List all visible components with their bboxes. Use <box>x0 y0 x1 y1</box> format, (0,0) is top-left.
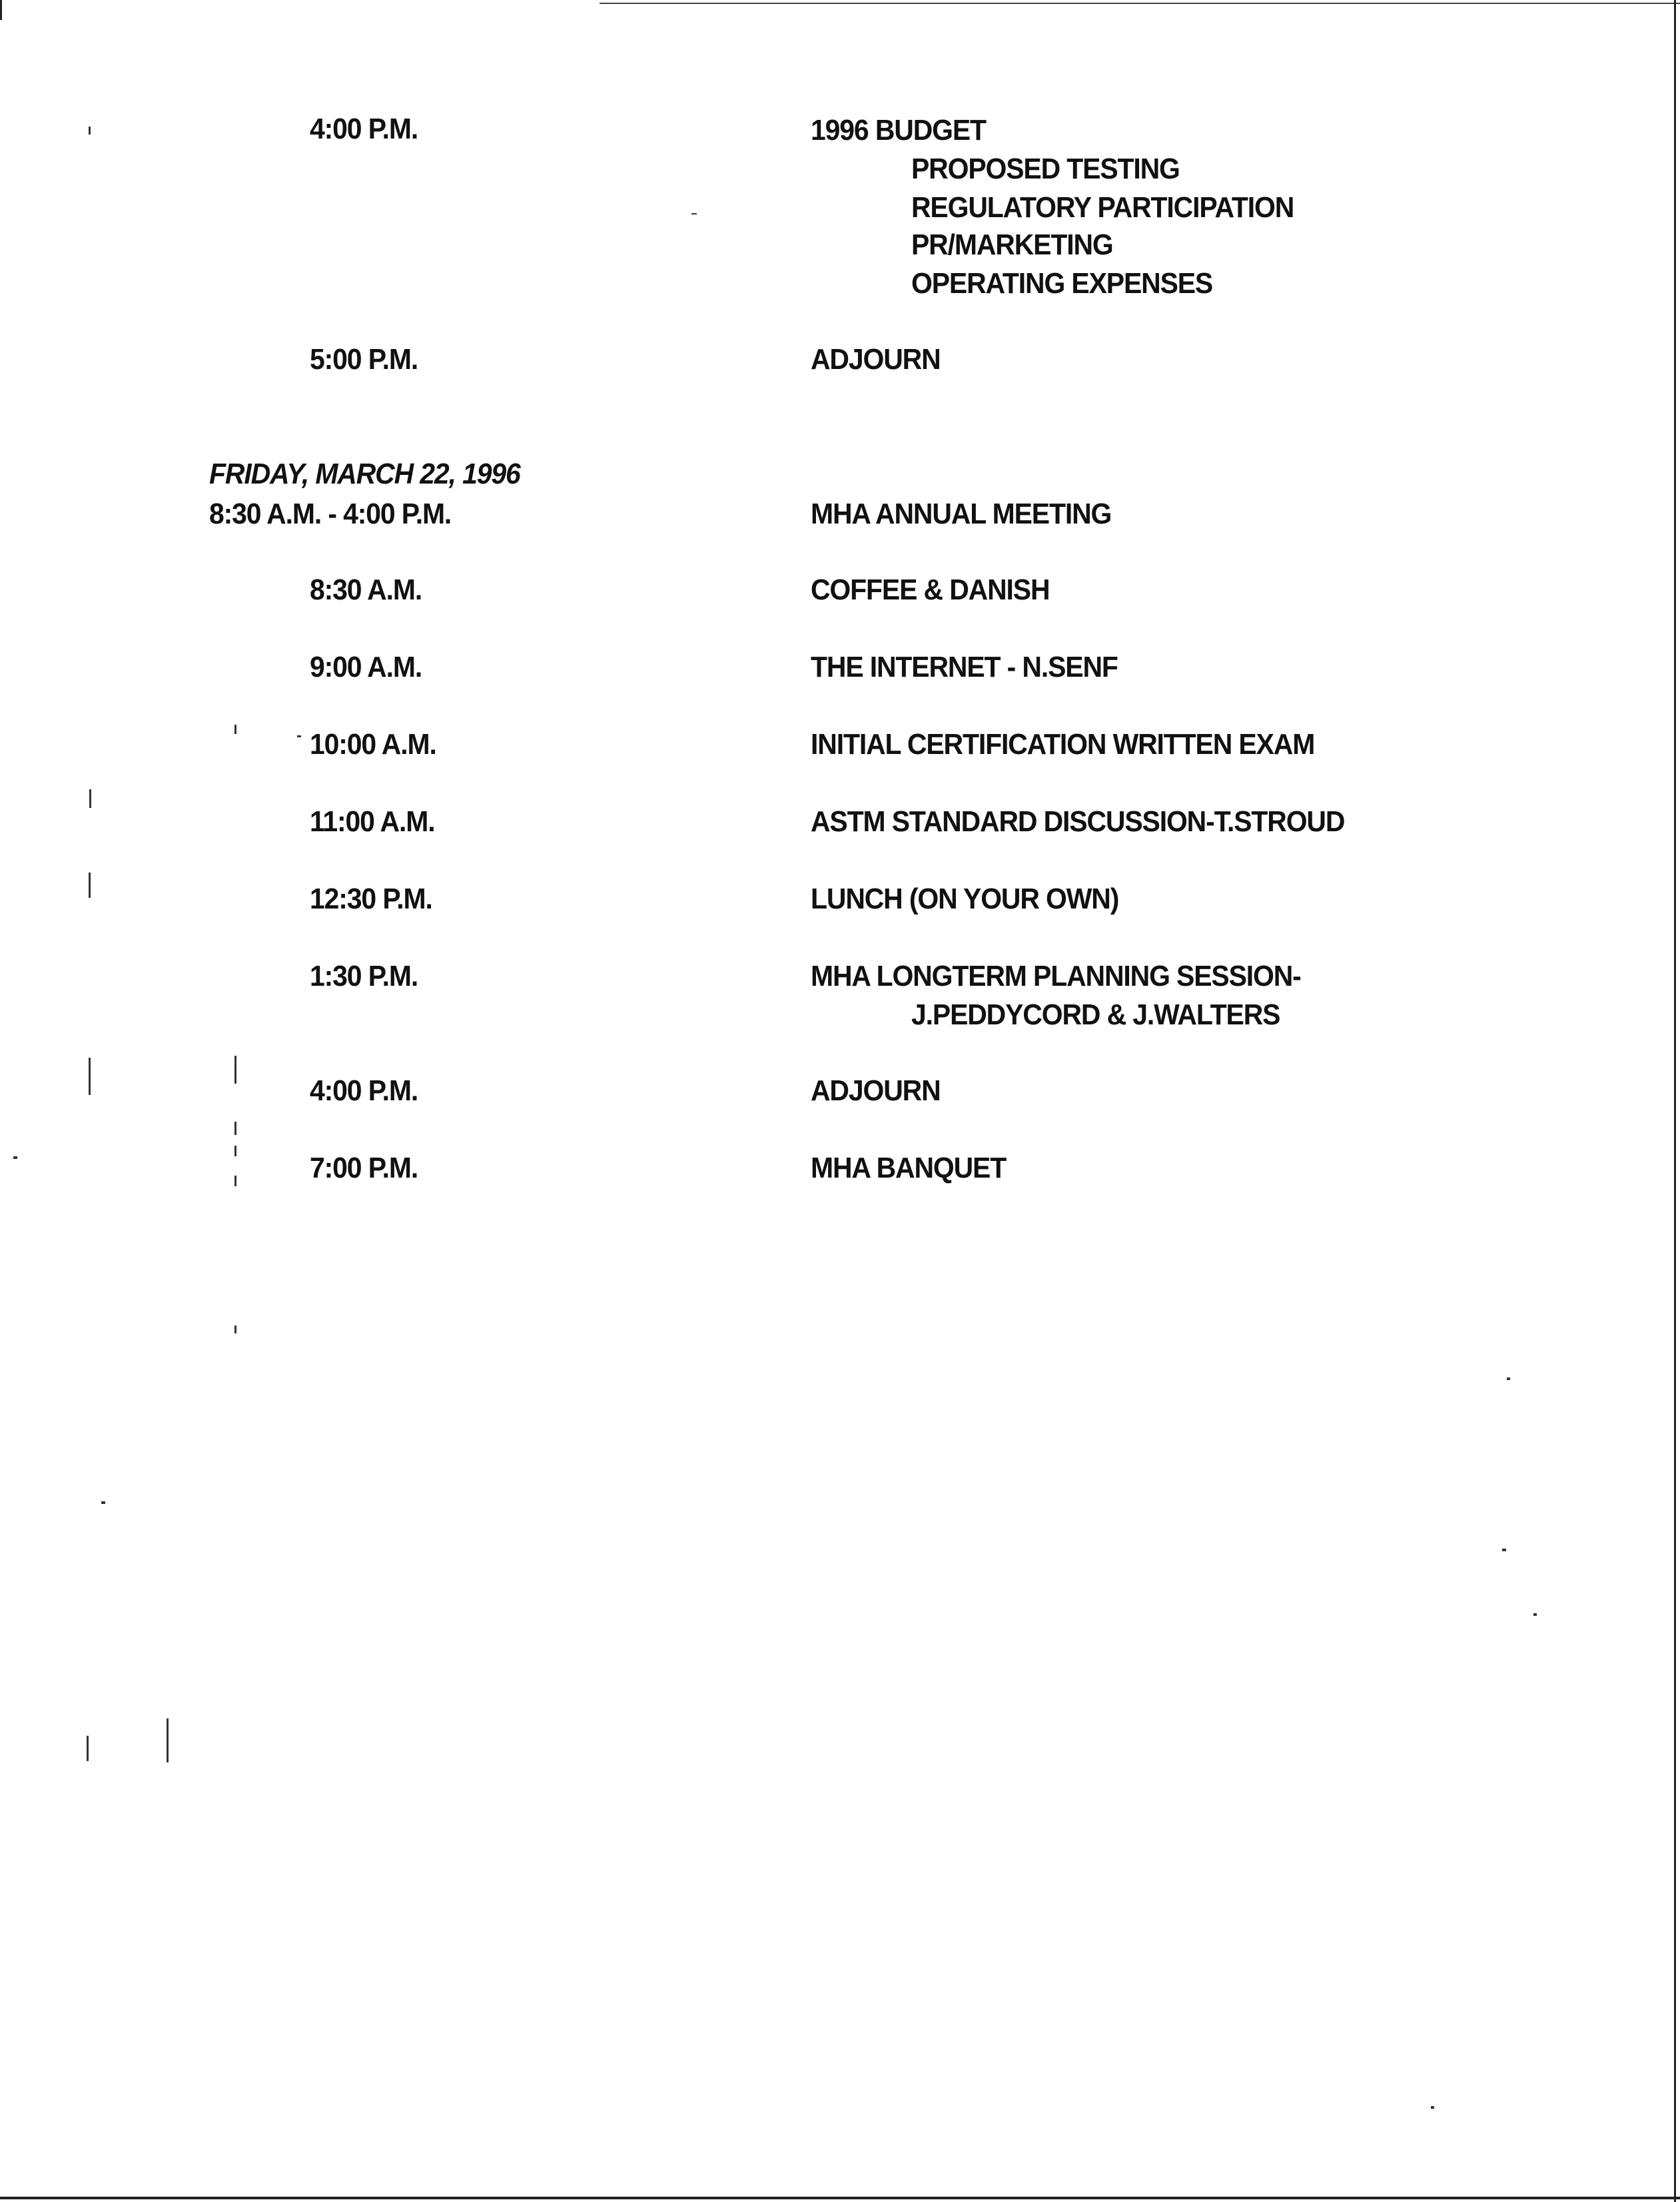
scan-speck <box>691 213 697 214</box>
time-span-annual-meeting: 8:30 A.M. - 4:00 P.M. <box>209 498 452 530</box>
time-7pm: 7:00 P.M. <box>310 1152 418 1184</box>
time-1230pm: 12:30 P.M. <box>310 883 432 915</box>
item-mha-banquet: MHA BANQUET <box>811 1152 1007 1184</box>
scan-speck <box>89 127 91 135</box>
item-longterm-planning-presenters: J.PEDDYCORD & J.WALTERS <box>911 998 1280 1031</box>
scan-speck <box>87 1736 89 1761</box>
scan-speck <box>1431 2106 1434 2109</box>
item-adjourn-thursday: ADJOURN <box>811 343 941 376</box>
scan-speck <box>1502 1549 1506 1551</box>
scan-speck <box>297 735 301 737</box>
scan-edge-bottom <box>0 2197 1680 2199</box>
scan-speck <box>167 1718 169 1762</box>
item-adjourn-friday: ADJOURN <box>811 1074 941 1107</box>
time-4pm-budget: 4:00 P.M. <box>310 113 418 145</box>
subitem-pr-marketing: PR/MARKETING <box>911 228 1113 261</box>
item-coffee-danish: COFFEE & DANISH <box>811 573 1050 606</box>
time-830am: 8:30 A.M. <box>310 573 422 606</box>
item-the-internet: THE INTERNET - N.SENF <box>811 651 1118 683</box>
scan-speck <box>234 725 236 734</box>
time-5pm: 5:00 P.M. <box>310 343 418 376</box>
scan-speck <box>234 1146 236 1156</box>
scan-speck <box>234 1325 236 1333</box>
time-11am: 11:00 A.M. <box>310 805 435 838</box>
scan-speck <box>234 1122 236 1135</box>
scan-speck <box>234 1056 236 1084</box>
subitem-regulatory-participation: REGULATORY PARTICIPATION <box>911 191 1294 224</box>
scan-edge-corner <box>0 0 2 20</box>
item-mha-annual-meeting: MHA ANNUAL MEETING <box>811 498 1112 530</box>
scan-speck <box>13 1156 17 1159</box>
scan-speck <box>101 1501 105 1504</box>
subitem-proposed-testing: PROPOSED TESTING <box>911 153 1180 185</box>
day-heading-friday: FRIDAY, MARCH 22, 1996 <box>209 458 520 490</box>
scan-speck <box>234 1176 236 1186</box>
item-astm-discussion: ASTM STANDARD DISCUSSION-T.STROUD <box>811 805 1345 838</box>
item-certification-exam: INITIAL CERTIFICATION WRITTEN EXAM <box>811 728 1315 761</box>
time-130pm: 1:30 P.M. <box>310 960 418 992</box>
item-longterm-planning: MHA LONGTERM PLANNING SESSION- <box>811 960 1301 992</box>
time-9am: 9:00 A.M. <box>310 651 422 683</box>
scan-speck <box>89 789 91 808</box>
scan-speck <box>1533 1613 1537 1616</box>
time-10am: 10:00 A.M. <box>310 728 436 761</box>
scan-speck <box>89 1058 91 1095</box>
scan-edge-right <box>1674 0 1676 2202</box>
scan-speck <box>1507 1377 1510 1380</box>
scan-edge-top <box>600 3 1680 4</box>
scan-speck <box>89 873 91 898</box>
time-4pm-adjourn: 4:00 P.M. <box>310 1074 418 1107</box>
subitem-operating-expenses: OPERATING EXPENSES <box>911 267 1213 300</box>
item-lunch: LUNCH (ON YOUR OWN) <box>811 883 1119 915</box>
item-1996-budget: 1996 BUDGET <box>811 114 986 147</box>
